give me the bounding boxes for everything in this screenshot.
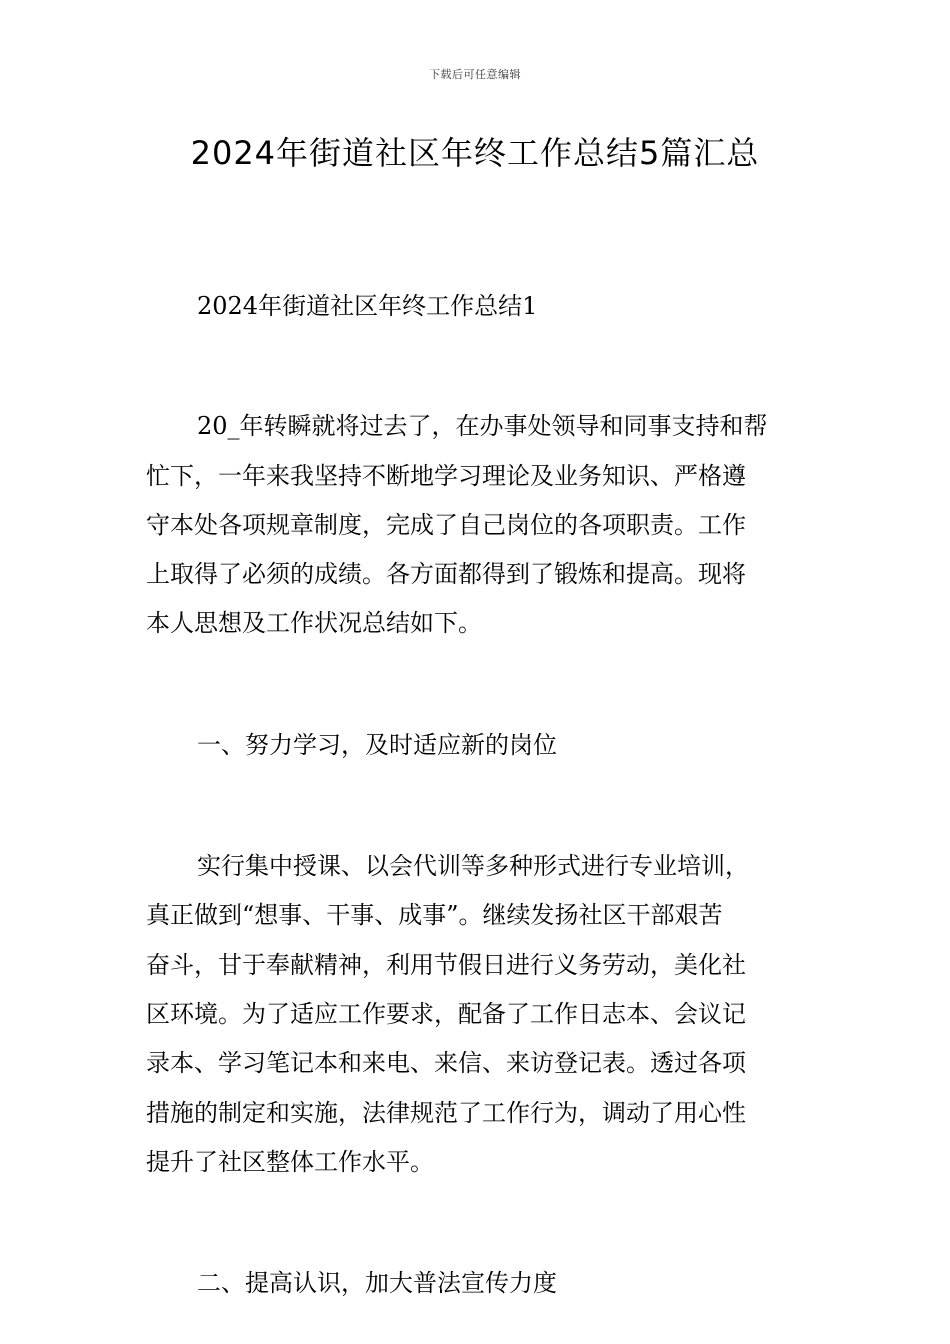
section-subtitle: 2024年街道社区年终工作总结1 xyxy=(197,292,538,320)
section-heading-2: 二、提高认识，加大普法宣传力度 xyxy=(197,1269,557,1298)
paragraph-line: 忙下，一年来我坚持不断地学习理论及业务知识、严格遵 xyxy=(146,461,746,490)
paragraph-line: 本人思想及工作状况总结如下。 xyxy=(146,609,482,638)
paragraph-line: 实行集中授课、以会代训等多种形式进行专业培训， xyxy=(197,852,749,881)
paragraph-line: 真正做到“想事、干事、成事”。继续发扬社区干部艰苦 xyxy=(146,901,723,930)
paragraph-line: 措施的制定和实施，法律规范了工作行为，调动了用心性 xyxy=(146,1098,746,1127)
paragraph-line: 20_年转瞬就将过去了，在办事处领导和同事支持和帮 xyxy=(197,412,768,441)
header-note: 下载后可任意编辑 xyxy=(429,68,521,81)
paragraph-line: 奋斗，甘于奉献精神，利用节假日进行义务劳动，美化社 xyxy=(146,950,746,979)
document-body xyxy=(146,282,808,1308)
paragraph-line: 区环境。为了适应工作要求，配备了工作日志本、会议记 xyxy=(146,999,746,1028)
paragraph-line: 提升了社区整体工作水平。 xyxy=(146,1147,434,1176)
paragraph-intro xyxy=(146,402,808,648)
document-title: 2024年街道社区年终工作总结5篇汇总 xyxy=(190,134,760,172)
paragraph-line: 守本处各项规章制度，完成了自己岗位的各项职责。工作 xyxy=(146,510,746,539)
paragraph-line: 上取得了必须的成绩。各方面都得到了锻炼和提高。现将 xyxy=(146,560,746,589)
paragraph-study xyxy=(146,842,808,1187)
paragraph-line: 录本、学习笔记本和来电、来信、来访登记表。透过各项 xyxy=(146,1049,746,1078)
section-heading-1: 一、努力学习，及时适应新的岗位 xyxy=(197,730,557,759)
